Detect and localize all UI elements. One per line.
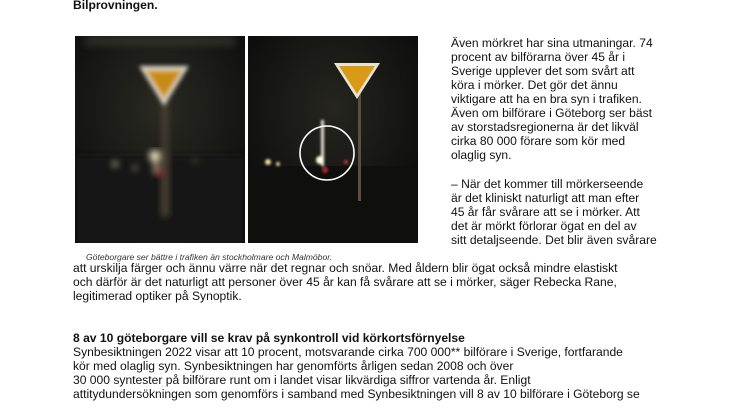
- text-line: cirka 80 000 förare som kör med: [451, 134, 626, 148]
- blurry-sign-illustration: [75, 36, 245, 243]
- text-line: attitydundersökningen som genomförs i samband med Synbesiktningen vill 8 av 10 bilförare i Göteborg se: [73, 387, 640, 401]
- text-line: procent av bilförarna över 45 år i: [451, 50, 626, 64]
- text-line: av storstadsregionerna är det likväl: [451, 120, 639, 134]
- text-line: legitimerad optiker på Synoptik.: [73, 289, 242, 303]
- text-line: 45 år får svårare att se i mörker. Att: [451, 205, 640, 219]
- sharp-night-photo: [248, 36, 418, 243]
- figure-caption: Göteborgare ser bättre i trafiken än stockholmare och Malmöbor.: [86, 252, 333, 262]
- text-line: Synbesiktningen 2022 visar att 10 procent, motsvarande cirka 700 000** bilförare i Sverige, fortfarande: [73, 345, 623, 359]
- text-line: är det kliniskt naturligt att man efter: [451, 191, 640, 205]
- top-bold-text: Bilprovningen.: [73, 0, 158, 12]
- text-line: och därför är det naturligt att personer över 45 år kan få svårare att se i mörker, säger Rebecka Rane,: [73, 275, 617, 289]
- section-heading: 8 av 10 göteborgare vill se krav på synkontroll vid körkortsförnyelse: [73, 331, 465, 345]
- text-line: att urskilja färger och ännu värre när det regnar och snöar. Med åldern blir ögat också mindre elastiskt: [73, 261, 618, 275]
- text-line: kör med olaglig syn. Synbesiktningen har genomförts årligen sedan 2008 och över: [73, 359, 514, 373]
- text-line: köra i mörker. Det gör det ännu: [451, 78, 618, 92]
- text-line: Även om bilförare i Göteborg ser bäst: [451, 106, 652, 120]
- sharp-sign-illustration: [248, 36, 418, 243]
- text-line: det är mörkt förlorar ögat en del av: [451, 219, 637, 233]
- text-line: Sverige upplever det som svårt att: [451, 64, 635, 78]
- text-line: sitt detaljseende. Det blir även svårare: [451, 233, 657, 247]
- text-line: viktigare att ha en bra syn i trafiken.: [451, 92, 642, 106]
- text-line: Även mörkret har sina utmaningar. 74: [451, 36, 653, 50]
- blurry-night-photo: [75, 36, 245, 243]
- text-line: olaglig syn.: [451, 148, 512, 162]
- text-line: 30 000 syntester på bilförare runt om i landet visar likvärdiga siffror vartenda år. Enligt: [73, 373, 531, 387]
- text-line: – När det kommer till mörkerseende: [451, 177, 644, 191]
